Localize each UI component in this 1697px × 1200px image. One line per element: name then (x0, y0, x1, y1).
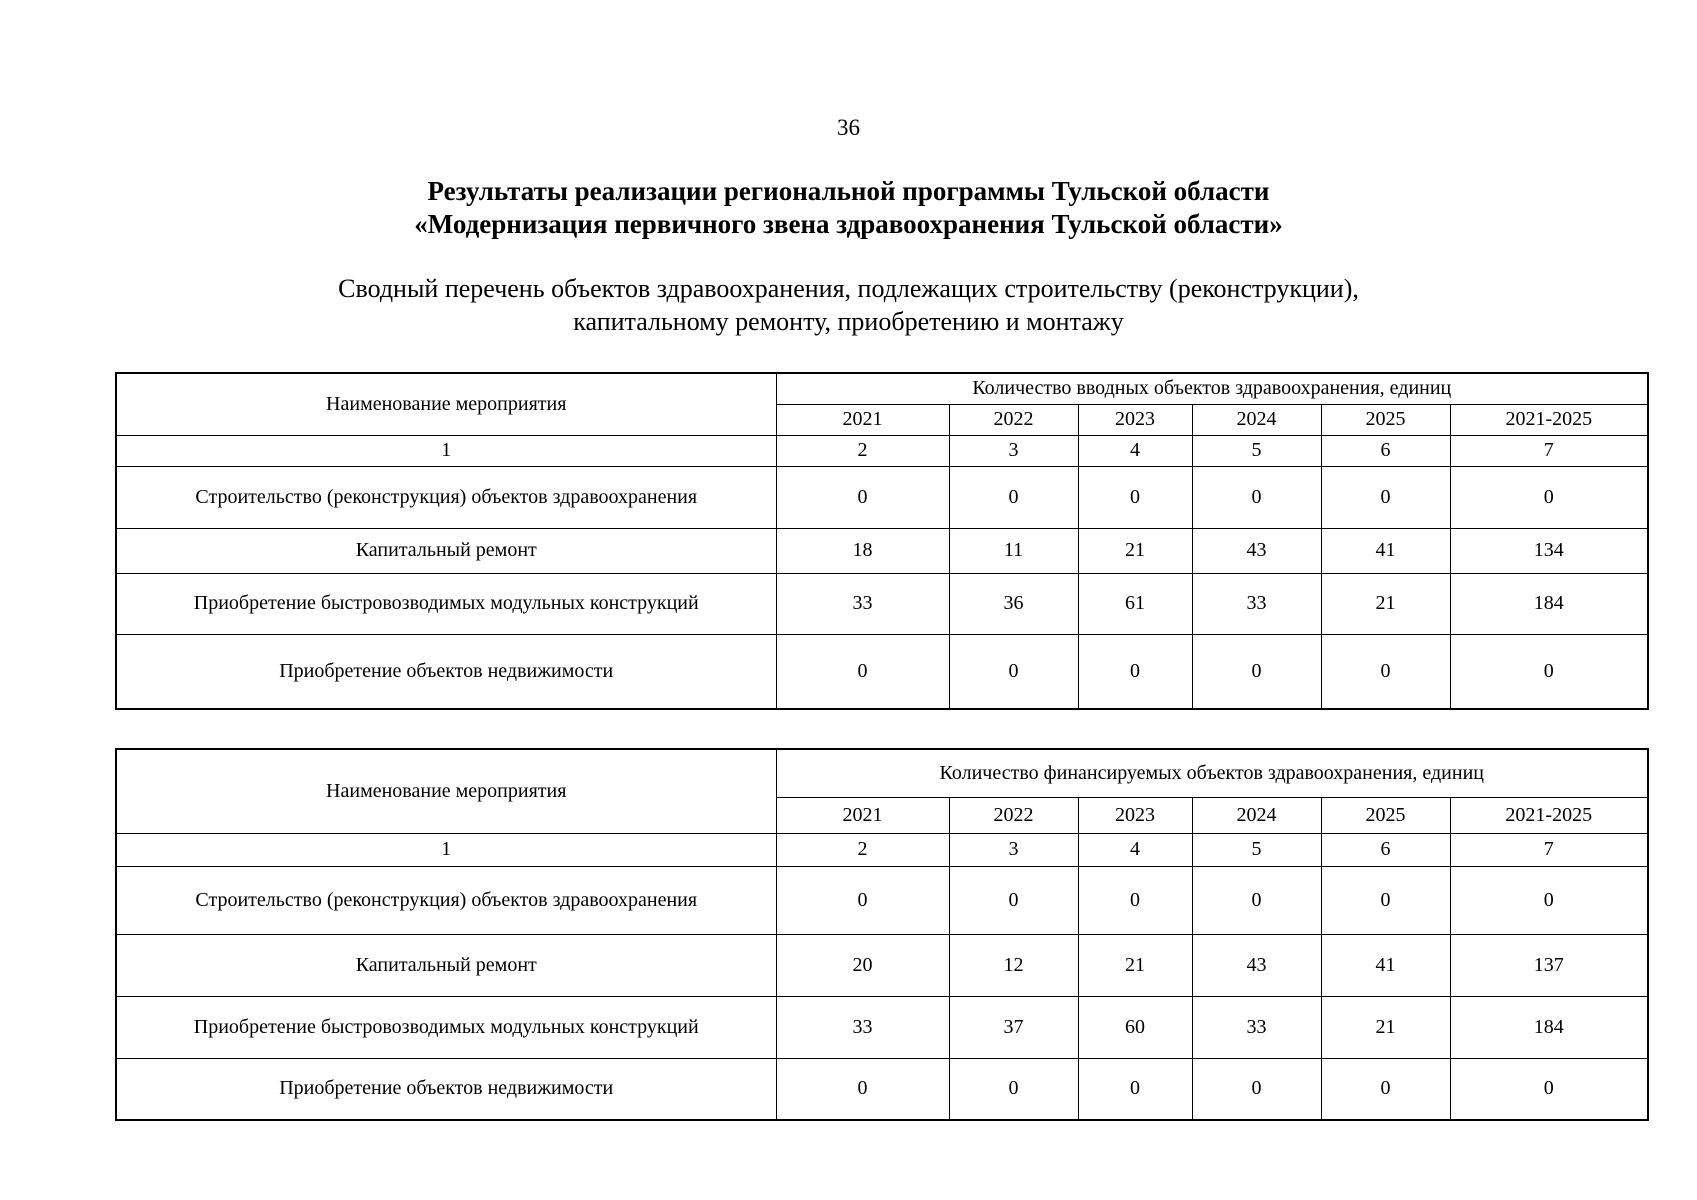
cell-value: 0 (1321, 466, 1450, 528)
cell-value: 0 (1321, 866, 1450, 934)
year-header: 2021 (776, 404, 949, 435)
column-number: 5 (1192, 435, 1321, 466)
row-name: Капитальный ремонт (116, 934, 776, 996)
cell-value: 21 (1078, 934, 1192, 996)
row-name: Капитальный ремонт (116, 528, 776, 573)
cell-value: 20 (776, 934, 949, 996)
document-subtitle (0, 272, 1697, 338)
group-header: Количество вводных объектов здравоохранения, единиц (776, 373, 1648, 404)
year-header: 2023 (1078, 797, 1192, 833)
cell-value: 0 (776, 634, 949, 709)
table-row (116, 573, 1648, 634)
row-name: Приобретение объектов недвижимости (116, 1058, 776, 1120)
year-header: 2021-2025 (1450, 797, 1648, 833)
cell-value: 41 (1321, 528, 1450, 573)
year-header: 2021-2025 (1450, 404, 1648, 435)
table-row (116, 528, 1648, 573)
cell-value: 134 (1450, 528, 1648, 573)
commissioned-objects-table (115, 372, 1649, 710)
column-number: 6 (1321, 435, 1450, 466)
column-number: 2 (776, 435, 949, 466)
page-number: 36 (837, 115, 860, 140)
column-number-row (116, 435, 1648, 466)
cell-value: 21 (1321, 996, 1450, 1058)
subtitle-line-2: капитальному ремонту, приобретению и монтажу (573, 307, 1124, 336)
cell-value: 11 (949, 528, 1078, 573)
cell-value: 0 (1192, 466, 1321, 528)
cell-value: 0 (1078, 466, 1192, 528)
row-name: Строительство (реконструкция) объектов здравоохранения (116, 866, 776, 934)
cell-value: 0 (1192, 866, 1321, 934)
column-number: 7 (1450, 435, 1648, 466)
column-number-row (116, 833, 1648, 866)
cell-value: 41 (1321, 934, 1450, 996)
cell-value: 33 (776, 573, 949, 634)
cell-value: 184 (1450, 573, 1648, 634)
cell-value: 0 (949, 866, 1078, 934)
row-name: Приобретение объектов недвижимости (116, 634, 776, 709)
cell-value: 21 (1078, 528, 1192, 573)
cell-value: 0 (776, 866, 949, 934)
cell-value: 0 (1192, 634, 1321, 709)
table-row (116, 634, 1648, 709)
cell-value: 21 (1321, 573, 1450, 634)
column-number: 7 (1450, 833, 1648, 866)
cell-value: 0 (1321, 634, 1450, 709)
table-row (116, 996, 1648, 1058)
cell-value: 0 (1078, 634, 1192, 709)
column-number: 6 (1321, 833, 1450, 866)
column-number: 3 (949, 833, 1078, 866)
year-header: 2024 (1192, 404, 1321, 435)
cell-value: 36 (949, 573, 1078, 634)
cell-value: 43 (1192, 528, 1321, 573)
cell-value: 0 (1321, 1058, 1450, 1120)
document-title (0, 175, 1697, 241)
cell-value: 12 (949, 934, 1078, 996)
group-header: Количество финансируемых объектов здравоохранения, единиц (776, 749, 1648, 797)
cell-value: 0 (1450, 1058, 1648, 1120)
row-name: Приобретение быстровозводимых модульных конструкций (116, 573, 776, 634)
cell-value: 37 (949, 996, 1078, 1058)
column-number: 3 (949, 435, 1078, 466)
row-name: Строительство (реконструкция) объектов здравоохранения (116, 466, 776, 528)
table-row (116, 866, 1648, 934)
financed-objects-table (115, 748, 1649, 1121)
year-header: 2022 (949, 797, 1078, 833)
cell-value: 0 (1192, 1058, 1321, 1120)
cell-value: 43 (1192, 934, 1321, 996)
name-column-header: Наименование мероприятия (116, 749, 776, 833)
column-number: 1 (116, 833, 776, 866)
cell-value: 0 (1450, 866, 1648, 934)
cell-value: 61 (1078, 573, 1192, 634)
cell-value: 0 (949, 1058, 1078, 1120)
cell-value: 18 (776, 528, 949, 573)
cell-value: 0 (949, 634, 1078, 709)
column-number: 4 (1078, 435, 1192, 466)
cell-value: 0 (1450, 634, 1648, 709)
column-number: 4 (1078, 833, 1192, 866)
column-number: 5 (1192, 833, 1321, 866)
cell-value: 33 (776, 996, 949, 1058)
name-column-header: Наименование мероприятия (116, 373, 776, 435)
cell-value: 0 (1078, 866, 1192, 934)
row-name: Приобретение быстровозводимых модульных конструкций (116, 996, 776, 1058)
cell-value: 0 (776, 1058, 949, 1120)
subtitle-line-1: Сводный перечень объектов здравоохранения, подлежащих строительству (реконструкции), (338, 274, 1359, 303)
cell-value: 137 (1450, 934, 1648, 996)
year-header: 2024 (1192, 797, 1321, 833)
table-row (116, 466, 1648, 528)
cell-value: 33 (1192, 573, 1321, 634)
title-line-2: «Модернизация первичного звена здравоохранения Тульской области» (414, 209, 1283, 239)
cell-value: 0 (949, 466, 1078, 528)
title-line-1: Результаты реализации региональной программы Тульской области (427, 176, 1270, 206)
year-header: 2022 (949, 404, 1078, 435)
column-number: 1 (116, 435, 776, 466)
table-row (116, 1058, 1648, 1120)
year-header: 2021 (776, 797, 949, 833)
cell-value: 33 (1192, 996, 1321, 1058)
cell-value: 0 (1078, 1058, 1192, 1120)
cell-value: 0 (1450, 466, 1648, 528)
column-number: 2 (776, 833, 949, 866)
year-header: 2025 (1321, 797, 1450, 833)
year-header: 2023 (1078, 404, 1192, 435)
cell-value: 0 (776, 466, 949, 528)
table-row (116, 934, 1648, 996)
year-header: 2025 (1321, 404, 1450, 435)
cell-value: 60 (1078, 996, 1192, 1058)
cell-value: 184 (1450, 996, 1648, 1058)
